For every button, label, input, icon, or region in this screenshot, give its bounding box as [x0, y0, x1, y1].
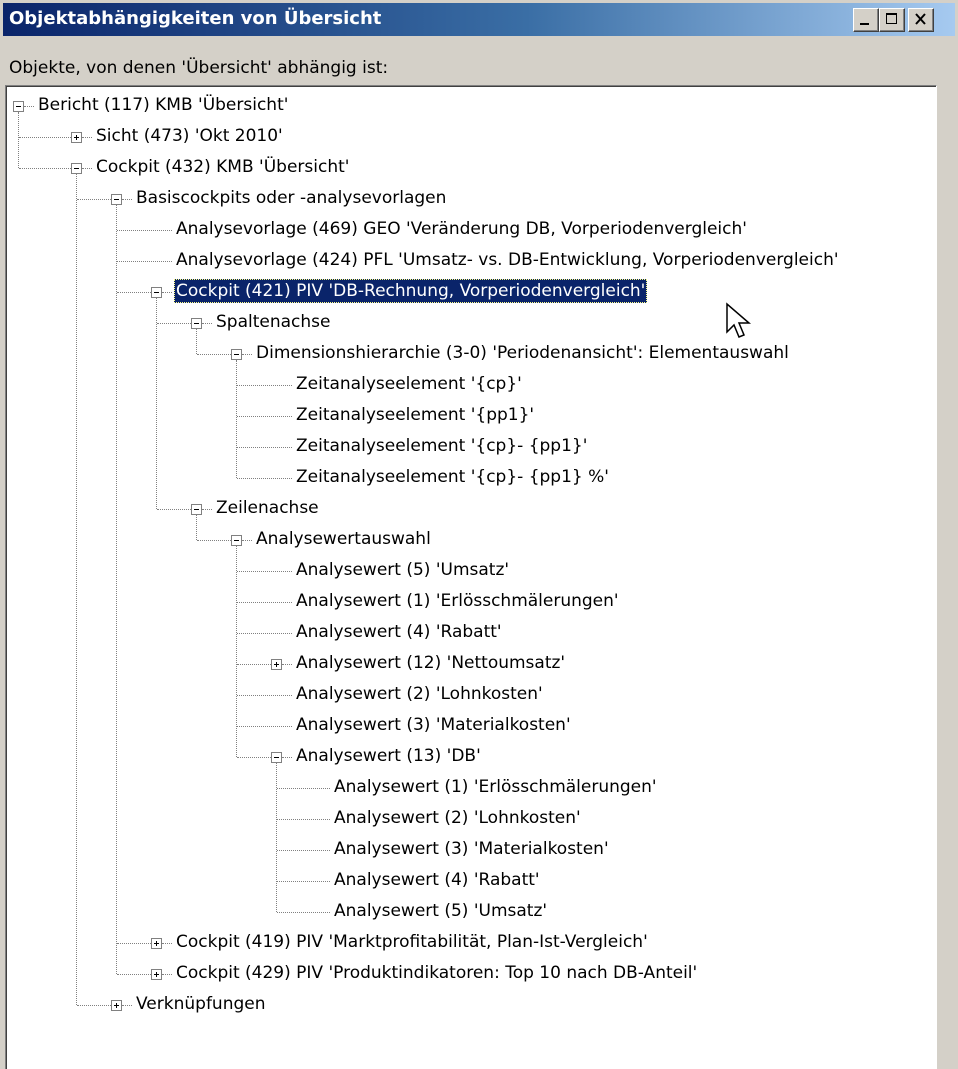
tree-connector-line: [117, 230, 172, 231]
tree-branch-line: [276, 763, 277, 912]
tree-branch-line: [196, 515, 197, 540]
tree-connector-line: [277, 819, 330, 820]
minimize-icon: [854, 9, 878, 31]
tree-connector-line: [197, 354, 231, 355]
expand-plus-icon[interactable]: [151, 969, 162, 980]
expand-plus-icon[interactable]: [71, 132, 82, 143]
tree-connector-line: [157, 509, 191, 510]
tree-connector-line: [237, 602, 292, 603]
window-title: Objektabhängigkeiten von Übersicht: [9, 8, 382, 29]
tree-connector-line: [277, 788, 330, 789]
tree-connector-line: [202, 323, 212, 324]
title-bar[interactable]: [3, 3, 955, 36]
collapse-minus-icon[interactable]: [13, 101, 24, 112]
collapse-minus-icon[interactable]: [71, 163, 82, 174]
dependency-tree[interactable]: Bericht (117) KMB 'Übersicht' Sicht (473) 'Okt 2010' Cockpit (432) KMB 'Übersicht' Basiscockpits oder -analysevorlagen Analysevorlage (469) GEO 'Veränderung DB, Vorperiodenvergleich' Analysevorlage (424) PFL 'Umsatz- vs. DB-Entwicklung, Vorperiodenvergleich' Cockpit (421) PIV 'DB-Rechnung, Vorperiodenvergleich' Spaltenachse Dimensionshierarchie (3-0) 'Periodenansicht': Elementauswahl Zeitanalyseelement '{cp}' Zeitanalyseelement '{pp1}' Zeitanalyseelement '{cp}- {pp1}' Zeitanalyseelement '{cp}- {pp1} %' Zeilenachse Analysewertauswahl Analysewert (5) 'Umsatz' Analysewert (1) 'Erlösschmälerungen' Analysewert (4) 'Rabatt' Analysewert (12) 'Nettoumsatz' Analysewert (2) 'Lohnkosten' Analysewert (3) 'Materialkosten' Analysewert (13) 'DB' Analysewert (1) 'Erlösschmälerungen' Analysewert (2) 'Lohnkosten' Analysewert (3) 'Materialkosten' Analysewert (4) 'Rabatt' Analysewert (5) 'Umsatz' Cockpit (419) PIV 'Marktprofitabilität, Plan-Ist-Vergleich' Cockpit (429) PIV 'Produktindikatoren: Top 10 nach DB-Anteil' Verknüpfungen: [5, 85, 937, 1069]
tree-connector-line: [242, 540, 252, 541]
tree-connector-line: [122, 1005, 132, 1006]
maximize-icon: [880, 9, 904, 31]
tree-branch-line: [196, 329, 197, 354]
tree-connector-line: [277, 912, 330, 913]
expand-plus-icon[interactable]: [151, 938, 162, 949]
tree-connector-line: [282, 664, 292, 665]
tree-connector-line: [237, 385, 292, 386]
tree-connector-line: [19, 168, 71, 169]
close-icon: [909, 9, 933, 31]
collapse-minus-icon[interactable]: [111, 194, 122, 205]
tree-connector-line: [122, 199, 132, 200]
tree-branch-line: [76, 174, 77, 1005]
collapse-minus-icon[interactable]: [191, 504, 202, 515]
tree-connector-line: [242, 354, 252, 355]
tree-connector-line: [117, 943, 151, 944]
tree-branch-line: [156, 298, 157, 509]
tree-connector-line: [237, 695, 292, 696]
tree-branch-line: [236, 360, 237, 478]
collapse-minus-icon[interactable]: [151, 287, 162, 298]
tree-connector-line: [237, 478, 292, 479]
collapse-minus-icon[interactable]: [271, 752, 282, 763]
tree-connector-line: [197, 540, 231, 541]
tree-connector-line: [82, 168, 92, 169]
tree-connector-line: [162, 943, 172, 944]
tree-branch-line: [116, 205, 117, 974]
close-button[interactable]: [908, 8, 934, 32]
tree-connector-line: [237, 447, 292, 448]
expand-plus-icon[interactable]: [111, 1000, 122, 1011]
tree-branch-line: [18, 112, 19, 168]
tree-connector-line: [277, 881, 330, 882]
tree-connector-line: [237, 726, 292, 727]
expand-plus-icon[interactable]: [271, 659, 282, 670]
tree-connector-line: [157, 323, 191, 324]
tree-connector-line: [117, 292, 151, 293]
tree-caption: Objekte, von denen 'Übersicht' abhängig ist:: [9, 58, 389, 78]
tree-connector-line: [77, 199, 111, 200]
tree-connector-line: [117, 261, 172, 262]
tree-connector-line: [237, 416, 292, 417]
collapse-minus-icon[interactable]: [231, 349, 242, 360]
tree-connector-line: [237, 633, 292, 634]
tree-connector-line: [82, 137, 92, 138]
collapse-minus-icon[interactable]: [191, 318, 202, 329]
tree-connector-line: [162, 974, 172, 975]
maximize-button[interactable]: [879, 8, 905, 32]
tree-connector-line: [202, 509, 212, 510]
tree-connector-line: [24, 106, 34, 107]
tree-connector-line: [77, 1005, 111, 1006]
tree-connector-line: [117, 974, 151, 975]
window-right-edge: [948, 40, 958, 1068]
tree-connector-line: [162, 292, 172, 293]
tree-connector-line: [19, 137, 71, 138]
collapse-minus-icon[interactable]: [231, 535, 242, 546]
tree-connector-line: [237, 664, 271, 665]
tree-connector-line: [282, 757, 292, 758]
mouse-pointer-icon: [724, 302, 756, 342]
minimize-button[interactable]: [853, 8, 879, 32]
tree-connector-line: [237, 757, 271, 758]
tree-connector-line: [237, 571, 292, 572]
tree-connector-line: [277, 850, 330, 851]
